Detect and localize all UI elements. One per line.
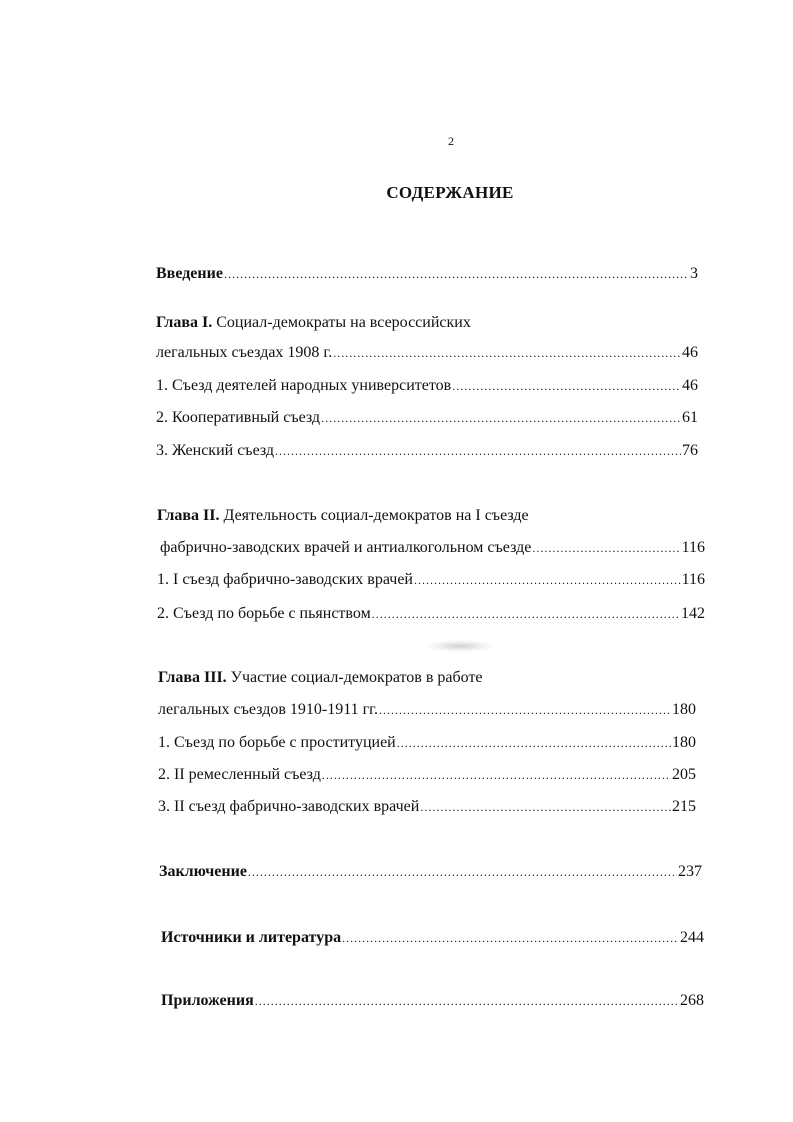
chapter-3-title-text: Участие социал-демократов в работе <box>226 669 483 686</box>
dot-leader <box>532 538 680 558</box>
dot-leader <box>379 700 671 720</box>
dot-leader <box>255 991 679 1011</box>
toc-entry-label: 2. Съезд по борьбе с пьянством <box>157 605 371 622</box>
chapter-3-title <box>158 668 483 688</box>
toc-entry-section <box>156 441 698 461</box>
toc-entry-page: 180 <box>672 701 696 718</box>
toc-entry-label: 2. Кооперативный съезд <box>156 409 321 426</box>
toc-entry-page: 3 <box>690 265 698 282</box>
toc-entry-label: 2. II ремесленный съезд <box>158 766 321 783</box>
toc-entry-page: 268 <box>680 992 704 1009</box>
chapter-1-title-line2: легальных съездах 1908 г. <box>156 344 333 361</box>
dot-leader <box>224 264 689 284</box>
toc-entry-label: Заключение <box>159 863 247 880</box>
toc-entry-section <box>156 408 698 428</box>
toc-entry-label: 1. Съезд деятелей народных университетов <box>156 377 452 394</box>
dot-leader <box>342 928 679 948</box>
dot-leader <box>420 797 671 817</box>
toc-entry-section <box>158 797 696 817</box>
toc-entry-label: 3. II съезд фабрично-заводских врачей <box>158 798 420 815</box>
toc-entry-page: 142 <box>681 605 705 622</box>
toc-entry-label: Введение <box>156 265 223 282</box>
toc-entry-label: 1. I съезд фабрично-заводских врачей <box>157 571 413 588</box>
toc-entry-chapter-2 <box>160 538 705 558</box>
document-title: СОДЕРЖАНИЕ <box>386 183 514 202</box>
toc-entry-section <box>157 570 705 590</box>
toc-entry-page: 205 <box>672 766 696 783</box>
toc-entry-page: 46 <box>682 377 698 394</box>
toc-entry-page: 61 <box>682 409 698 426</box>
toc-entry-page: 244 <box>680 929 704 946</box>
dot-leader <box>452 376 681 396</box>
toc-entry-intro <box>156 264 698 284</box>
dot-leader <box>372 604 680 624</box>
toc-entry-section <box>157 604 705 624</box>
dot-leader <box>275 441 681 461</box>
toc-entry-appendix <box>161 991 704 1011</box>
dot-leader <box>333 343 681 363</box>
chapter-2-title-text: Деятельность социал-демократов на I съезде <box>219 507 529 524</box>
toc-entry-label: 1. Съезд по борьбе с проституцией <box>158 734 396 751</box>
toc-entry-page: 46 <box>682 344 698 361</box>
toc-entry-page: 76 <box>682 442 698 459</box>
toc-entry-label: 3. Женский съезд <box>156 442 275 459</box>
chapter-1-title-text: Социал-демократы на всероссийских <box>212 314 471 331</box>
toc-entry-sources <box>161 928 704 948</box>
dot-leader <box>397 733 671 753</box>
toc-entry-conclusion <box>159 862 702 882</box>
toc-entry-section <box>158 733 696 753</box>
toc-entry-section <box>158 765 696 785</box>
chapter-1-label: Глава I. <box>156 314 213 331</box>
chapter-2-label: Глава II. <box>157 507 220 524</box>
dot-leader <box>321 408 681 428</box>
toc-entry-chapter-3 <box>158 700 696 720</box>
toc-entry-page: 180 <box>672 734 696 751</box>
scan-smudge <box>425 640 495 652</box>
toc-entry-section <box>156 376 698 396</box>
chapter-3-title-line2: легальных съездов 1910-1911 гг. <box>158 701 378 718</box>
page-number: 2 <box>448 134 454 148</box>
dot-leader <box>414 570 681 590</box>
toc-entry-page: 116 <box>681 539 705 556</box>
toc-entry-page: 237 <box>678 863 702 880</box>
toc-entry-label: Источники и литература <box>161 929 342 946</box>
chapter-2-title-line2: фабрично-заводских врачей и антиалкогольном съезде <box>160 539 532 556</box>
dot-leader <box>322 765 671 785</box>
toc-entry-page: 116 <box>681 571 705 588</box>
chapter-2-title <box>157 506 529 526</box>
chapter-3-label: Глава III. <box>158 669 227 686</box>
toc-entry-label: Приложения <box>161 992 254 1009</box>
toc-entry-chapter-1 <box>156 343 698 363</box>
chapter-1-title <box>156 313 471 333</box>
toc-entry-page: 215 <box>672 798 696 815</box>
dot-leader <box>248 862 677 882</box>
